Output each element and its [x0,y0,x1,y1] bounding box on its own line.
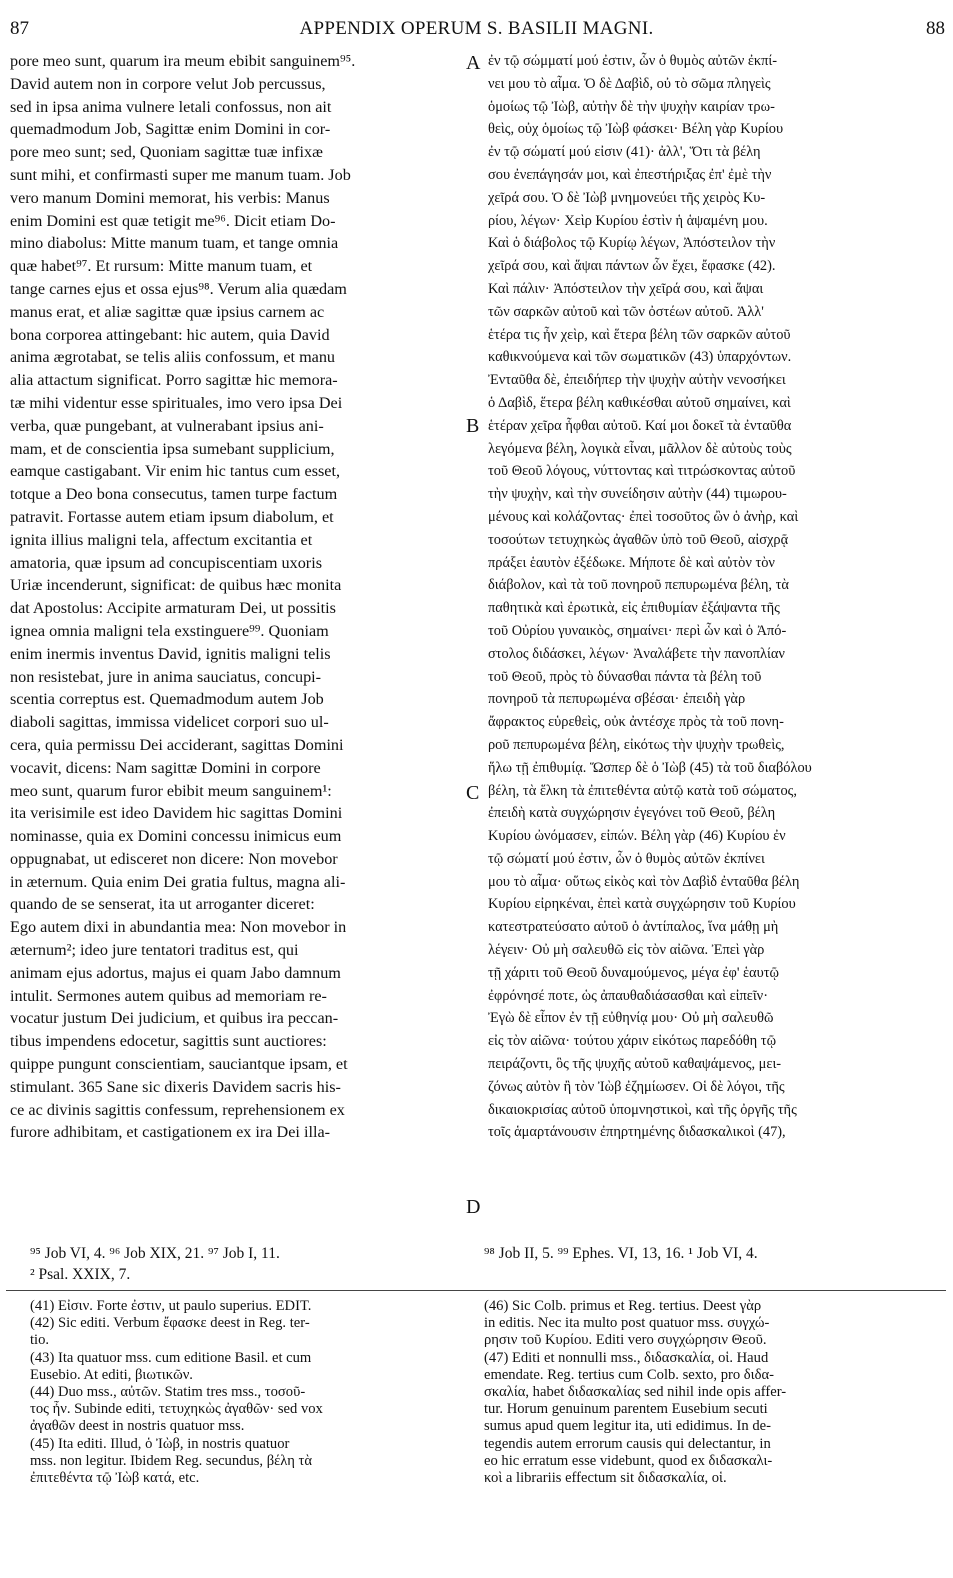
note-line: Eusebio. At editi, βιωτικῶν. [30,1366,193,1383]
greek-text-line: πειράζοντι, ὃς τῆς ψυχῆς αὐτοῦ καθαψάμενος, μει- [488,1056,782,1073]
note-line: tegendis autem errorum causis qui delectantur, in [484,1435,771,1452]
greek-text-line: ὁμοίως τῷ Ἰὼβ, αὐτὴν δὲ τὴν ψυχὴν καιρίαν τρω- [488,98,775,115]
note-line: tur. Horum genuinum parentem Eusebium secuti [484,1401,768,1418]
footnote-references-left-2: ² Psal. XXIX, 7. [30,1266,131,1283]
greek-text-line: εἰς τὸν αἰῶνα· τούτου χάριν εἰκότως παρεδόθη τῷ [488,1033,777,1050]
latin-text-line: manus erat, et aliæ sagittæ quæ ipsius carnem ac [10,302,325,321]
latin-text-line: amatoria, quæ ipsum ad concupiscentiam uxoris [10,553,322,572]
greek-text-line: λέγειν· Οὐ μὴ σαλευθῶ εἰς τὸν αἰῶνα. Ἐπεὶ γὰρ [488,942,765,959]
page-number-right: 88 [926,18,945,39]
latin-text-line: alia attactum significat. Porro sagittæ hic memora- [10,371,338,390]
latin-text-line: mam, et de conscientia ipsa sumebant supplicium, [10,439,335,458]
latin-text-line: bona corporea attingebant: hic autem, quia David [10,325,330,344]
greek-text-line: πράξει ἑαυτὸν ἐξέδωκε. Μήποτε δὲ καὶ αὐτὸν τὸν [488,554,775,571]
latin-text-line: mino diabolus: Mitte manum tuam, et tange omnia [10,234,339,253]
latin-text-line: meo sunt, quarum furor ebibit meum sanguinem¹: [10,781,332,800]
note-line: ἐπιτεθέντα τῷ Ἰὼβ κατά, etc. [30,1470,200,1487]
latin-text-line: sunt mihi, et confirmasti super me manum tuam. Job [10,165,351,184]
latin-text-line: nominasse, quia ex Domini concessu inimicus eum [10,827,342,846]
latin-text-line: animam ejus adortus, majus ei quam Jabo damnum [10,963,341,982]
note-line: κοὶ a librariis effectum sit διδασκαλία, οἱ. [484,1470,727,1487]
greek-text-line: τῶν σαρκῶν αὐτοῦ καὶ τῶν ὀστέων αὐτοῦ. Ἀλλ' [488,303,764,320]
latin-text-line: anima ægrotabat, se telis aliis confossum, et manu [10,348,336,367]
latin-text-line: patravit. Fortasse autem etiam ipsum diabolum, et [10,507,334,526]
latin-text-line: eamque castigabant. Vir enim hic tantus cum esset, [10,462,341,481]
latin-text-line: æternum²; ideo jure tentatori traditus est, qui [10,941,299,960]
greek-text-line: Κυρίου ὠνόμασεν, εἰπών. Βέλη γὰρ (46) Κυρίου ἐν [488,828,786,845]
greek-text-line: κατεστρατεύσατο αὐτοῦ ὁ ἀντίπαλος, ἵνα μάθῃ μὴ [488,919,779,936]
latin-text-line: sed in ipsa anima vulnere letali confossus, non ait [10,97,332,116]
greek-text-line: πονηροῦ τὰ πεπυρωμένα σβέσαι· ἐπειδὴ γὰρ [488,691,746,708]
note-line: emendate. Reg. tertius cum Colb. sexto, pro διδα- [484,1366,774,1383]
editorial-notes-right [484,1298,939,1487]
greek-text-line: τοῦ Θεοῦ λόγους, νύττοντας καὶ τιτρώσκοντας αὐτοῦ [488,463,796,480]
latin-text-line: furore adhibitam, et castigationem ex ira Dei illa- [10,1123,331,1142]
note-line: sumus apud quem legitur ita, uti edidimus. In de- [484,1418,771,1435]
latin-text-line: stimulant. 365 Sane sic dixeris Davidem sacris his- [10,1077,341,1096]
greek-text-line: θεὶς, οὐχ ὁμοίως τῷ Ἰὼβ φάσκει· Βέλη γὰρ Κυρίου [488,121,784,138]
greek-text-line: στολος διδάσκει, λέγων· Ἀναλάβετε τὴν πανοπλίαν [488,645,785,662]
latin-text-line: David autem non in corpore velut Job percussus, [10,74,326,93]
greek-text-line: ἐν τῷ σώμματί μού ἐστιν, ὧν ὁ θυμὸς αὐτῶν ἐκπί- [488,53,778,69]
latin-text-line: quando de se senserat, ita ut arroganter diceret: [10,895,315,914]
note-line: eo hic erratum esse videbunt, quod ex διδασκαλι- [484,1452,773,1469]
greek-text-column [488,50,940,1144]
greek-text-line: παθητικὰ καὶ ἐρωτικὰ, εἰς ἐπιθυμίαν ἐξάψαντα τῆς [488,600,780,617]
latin-text-line: pore meo sunt; sed, Quoniam sagittæ tuæ infixæ [10,143,323,162]
greek-text-line: ὁ Δαβὶδ, ἕτερα βέλη καθικέσθαι αὐτοῦ σημαίνει, καὶ [488,394,791,411]
latin-text-line: dat Apostolus: Accipite armaturam Dei, ut possitis [10,599,336,618]
latin-text-line: tæ mihi videntur esse spirituales, imo vero ipsa Dei [10,393,343,412]
greek-text-line: ἄφρακτος εὑρεθεὶς, οὐκ ἀντέσχε πρὸς τὰ τοῦ πονη- [488,714,784,731]
margin-letter-a: A [466,52,481,74]
greek-text-line: τῷ σώματί μού ἐστιν, ὧν ὁ θυμὸς αὐτῶν ἐκπίνει [488,850,765,867]
greek-text-line: σου ἐνεπάγησάν μοι, καὶ ἐπεστήριξας ἐπ' ἐμὲ τὴν [488,166,772,183]
greek-text-line: ἐπειδὴ κατὰ συγχώρησιν ἐγεγόνει τοῦ Θεοῦ, βέλη [488,805,776,822]
note-line: tio. [30,1332,50,1349]
greek-text-line: Ἐνταῦθα δὲ, ἐπειδήπερ τὴν ψυχὴν αὐτὴν νενοσήκει [488,372,786,389]
note-line: (41) Εἰσιν. Forte ἐστιν, ut paulo superius. EDIT. [30,1298,312,1314]
greek-text-line: μου τὸ αἷμα· οὕτως εἰκὸς καὶ τὸν Δαβὶδ ἐνταῦθα βέλη [488,873,800,890]
latin-text-line: vocatur justum Dei judicium, et quibus ira peccan- [10,1009,339,1028]
greek-text-line: μένους καὶ κολάζοντας· ἐπεὶ τοσοῦτος ὢν ὁ ἀνὴρ, καὶ [488,508,799,525]
note-line: mss. non legitur. Ibidem Reg. secundus, βέλη τὰ [30,1452,313,1469]
note-line: ἀγαθῶν deest in nostris quatuor mss. [30,1418,245,1435]
footnote-references-left: ⁹⁵ Job VI, 4. ⁹⁶ Job XIX, 21. ⁹⁷ Job I, 11. [30,1245,280,1262]
greek-text-line: βέλη, τὰ ἕλκη τὰ ἐπιτεθέντα αὐτῷ κατὰ τοῦ σώματος, [488,782,797,799]
greek-text-line: τὴν ψυχὴν, καὶ τὴν συνείδησιν αὐτὴν (44) τιμωρου- [488,486,787,503]
running-title: APPENDIX OPERUM S. BASILII MAGNI. [299,18,654,39]
latin-text-line: ignea omnia maligni tela exstinguere⁹⁹. Quoniam [10,621,329,640]
latin-text-line: ce ac divinis sagittis confessum, reprehensionem ex [10,1100,345,1119]
margin-letter-c: C [466,782,480,804]
latin-text-line: ignita illius maligni tela, affectum excitantia et [10,530,313,549]
editorial-notes-left [30,1298,455,1487]
greek-text-line: ροῦ πεπυρωμένα βέλη, εἰκότως τὴν ψυχὴν τρωθεὶς, [488,736,785,753]
greek-text-line: ζόνως αὐτὸν ἢ τὸν Ἰὼβ ἐζημίωσεν. Οἱ δὲ λόγοι, τῆς [488,1078,785,1095]
latin-text-line: enim Domini est quæ tetigit me⁹⁶. Dicit etiam Do- [10,211,336,230]
greek-text-line: Καὶ ὁ διάβολος τῷ Κυρίῳ λέγων, Ἀπόστειλον τὴν [488,235,776,252]
latin-text-line: pore meo sunt, quarum ira meum ebibit sanguinem⁹⁵. [10,52,356,70]
greek-text-line: διάβολον, καὶ τὰ τοῦ πονηροῦ πεπυρωμένα βέλη, τὰ [488,577,789,594]
greek-text-line: χεῖρά σου, καὶ ἅψαι πάντων ὧν ἔχει, ἔφασκε (42). [488,258,776,275]
greek-text-line: τοῦ Θεοῦ, πρὸς τὸ δύνασθαι πάντα τὰ βέλη τοῦ [488,668,762,685]
latin-text-line: verba, quæ pungebant, at vulnerabant ipsius ani- [10,416,324,435]
greek-text-line: χεῖρά σου. Ὁ δὲ Ἰὼβ μνημονεύει τῆς χειρὸς Κυ- [488,189,766,206]
page-number-left: 87 [10,18,29,39]
latin-text-line: quæ habet⁹⁷. Et rursum: Mitte manum tuam, et [10,257,313,276]
latin-text-line: intulit. Sermones autem quibus ad memoriam re- [10,986,327,1005]
latin-text-line: quippe pungunt conscientiam, sauciantque ipsam, et [10,1055,348,1074]
margin-letter-d: D [466,1196,481,1218]
note-line: σκαλία, habet διδασκαλίας sed nihil inde opis affer- [484,1384,787,1401]
note-line: (45) Ita editi. Illud, ὁ Ἰὼβ, in nostris quatuor [30,1435,290,1452]
greek-text-line: Κυρίου εἰρηκέναι, ἐπεὶ κατὰ συγχώρησιν τοῦ Κυρίου [488,896,796,913]
greek-text-line: τοῖς ἁμαρτάνουσιν ἐπηρτημένης διδασκαλικοὶ (47), [488,1124,786,1141]
note-line: (43) Ita quatuor mss. cum editione Basil. et cum [30,1349,312,1366]
latin-text-line: diaboli sagittas, immissa videlicet corpori suo ul- [10,713,329,732]
greek-text-line: ρίου, λέγων· Χεὶρ Κυρίου ἐστὶν ἡ ἁψαμένη μου. [488,212,768,229]
greek-text-line: Ἐγὼ δὲ εἶπον ἐν τῇ εὐθηνίᾳ μου· Οὐ μὴ σαλευθῶ [488,1010,774,1027]
latin-text-line: in æternum. Quia enim Dei gratia fultus, magna ali- [10,872,346,891]
latin-text-line: ita verisimile est ideo Davidem hic sagittas Domini [10,804,343,823]
margin-letter-b: B [466,415,480,437]
note-line: (46) Sic Colb. primus et Reg. tertius. Deest γὰρ [484,1298,762,1314]
latin-text-line: Ego autem dixi in abundantia mea: Non movebor in [10,918,347,937]
latin-text-line: scentia correptus est. Quemadmodum autem Job [10,690,324,709]
latin-text-line: vocavit, dicens: Nam sagittæ Domini in corpore [10,758,321,777]
greek-text-line: δικαιοκρισίας αὐτοῦ ὑπομνηστικοὶ, καὶ τῆς ὀργῆς τῆς [488,1101,797,1118]
greek-text-line: ἐν τῷ σώματί μού εἰσιν (41)· ἀλλ', Ὅτι τὰ βέλη [488,144,761,161]
latin-text-line: tibus impendens edocetur, sagittis sunt auctiores: [10,1032,327,1051]
greek-text-line: ἑτέρα τις ἦν χεὶρ, καὶ ἕτερα βέλη τῶν σαρκῶν αὐτοῦ [488,326,791,343]
note-line: (44) Duo mss., αὐτῶν. Statim tres mss., τοσοῦ- [30,1384,306,1401]
greek-text-line: ἑτέραν χεῖρα ἧφθαι αὐτοῦ. Καί μοι δοκεῖ τὰ ἐνταῦθα [488,417,792,434]
greek-text-line: τοῦ Οὐρίου γυναικὸς, σημαίνει· περὶ ὧν καὶ ὁ Ἀπό- [488,622,787,639]
latin-text-line: tange carnes ejus et ossa ejus⁹⁸. Verum alia quædam [10,279,347,298]
greek-text-line: καθικνούμενα καὶ τῶν σωματικῶν (43) ὑπαρχόντων. [488,349,792,366]
note-line: in editis. Nec ita multo post quatuor mss. συγχώ- [484,1315,770,1332]
latin-text-line: enim inermis inventus David, ignitis maligni telis [10,644,331,663]
note-line: ρησιν τοῦ Κυρίου. Editi vero συγχώρησιν Θεοῦ. [484,1332,767,1349]
greek-text-line: νει μου τὸ αἷμα. Ὁ δὲ Δαβὶδ, οὐ τὸ σῶμα πληγεὶς [488,75,771,92]
latin-text-line: quemadmodum Job, Sagittæ enim Domini in cor- [10,120,331,139]
greek-text-line: τοσούτων τετυχηκὼς ἀγαθῶν ὑπὸ τοῦ Θεοῦ, αἰσχρᾷ [488,531,789,548]
notes-separator [6,1290,946,1291]
latin-text-line: cera, quia permissu Dei acciderant, sagittas Domini [10,735,344,754]
note-line: τος ἦν. Subinde editi, τετυχηκὼς ἀγαθῶν· sed vox [30,1401,323,1418]
footnote-references-right: ⁹⁸ Job II, 5. ⁹⁹ Ephes. VI, 13, 16. ¹ Job VI, 4. [484,1245,758,1262]
note-line: (47) Editi et nonnulli mss., διδασκαλία, οἱ. Haud [484,1349,769,1366]
greek-text-line: τῇ χάριτι τοῦ Θεοῦ δυναμούμενος, μέγα ἐφ' ἑαυτῷ [488,964,779,981]
latin-text-column [10,50,462,1144]
note-line: (42) Sic editi. Verbum ἔφασκε deest in Reg. ter- [30,1315,310,1332]
latin-text-line: non resistebat, jure in anima sauciatus, concupi- [10,667,322,686]
greek-text-line: ἥλω τῇ ἐπιθυμίᾳ. Ὥσπερ δὲ ὁ Ἰὼβ (45) τὰ τοῦ διαβόλου [488,759,812,776]
greek-text-line: Καὶ πάλιν· Ἀπόστειλον τὴν χεῖρά σου, καὶ ἅψαι [488,280,764,297]
latin-text-line: Uriæ incenderunt, significat: de quibus hæc monita [10,576,342,595]
latin-text-line: vero manum Domini memorat, his verbis: Manus [10,188,330,207]
greek-text-line: λεγόμενα βέλη, λογικὰ εἶναι, μᾶλλον δὲ αὐτοὺς τοὺς [488,440,792,457]
latin-text-line: totque a Deo bona consecutus, tamen turpe factum [10,485,338,504]
latin-text-line: oppugnabat, ut edisceret non dicere: Non movebor [10,849,338,868]
greek-text-line: ἐφρόνησέ ποτε, ὡς ἀπαυθαδιάσασθαι καὶ εἰπεῖν· [488,987,768,1004]
